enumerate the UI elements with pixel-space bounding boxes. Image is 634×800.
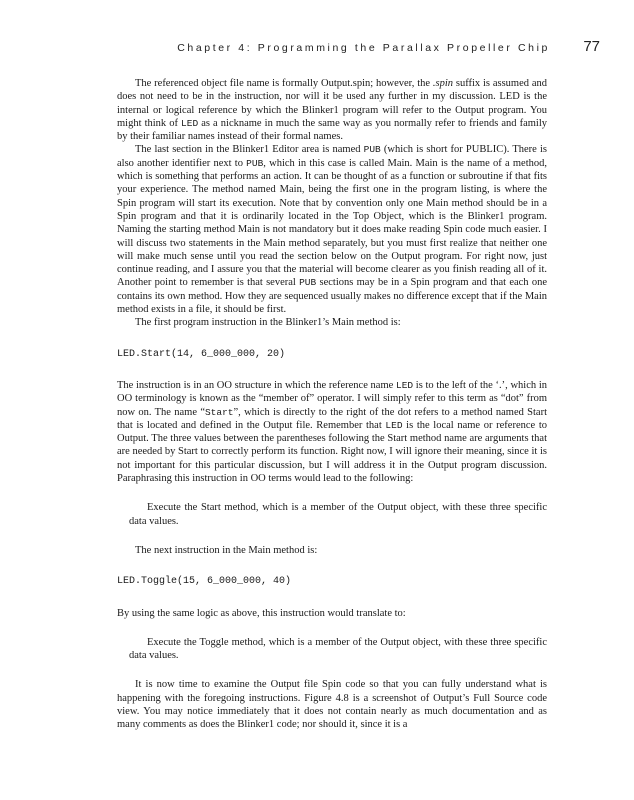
- code-block-start: LED.Start(14, 6_000_000, 20): [117, 348, 286, 360]
- paragraph-1: The referenced object file name is formally Output.spin; however, the .spin suffix is assumed and does not need to be in the instruction, nor will it be used any further in my discussion. LED is the internal or logical reference by which the Blinker1 program will refer to the Output program. You might think of LED as a nickname in much the same way as you normally refer to friends and family by their familiar names instead of their formal names.: [117, 78, 547, 143]
- spin-suffix: .spin: [432, 78, 454, 89]
- code-inline: LED: [385, 419, 403, 431]
- paragraph-2: The last section in the Blinker1 Editor area is named PUB (which is short for PUBLIC). There is also another identifier next to PUB, which in this case is called Main. Main is the name of a method, which is something that performs an action. It can be thought of as a function or subroutine if that fits your experience. The method named Main, being the first one in the program listing, is where the Spin program will start its execution. Note that by convention only one Main method should be in a Spin program and that it is ordinarily located in the Top Object, which is the Blinker1 program. Naming the starting method Main is not mandatory but it does make reading Spin code much easier. I will discuss two statements in the Main method separately, but you must first realize that neither one will make much sense until you read the section below on the Output program. For right now, just continue reading, and I assure you that the material will become clearer as you finish reading all of it. Another point to remember is that several PUB sections may be in a Spin program and that each one contains its own method. How they are sequenced usually makes no difference except that if the Main method exists in a file, it should be first.: [117, 144, 547, 316]
- paragraph-6: By using the same logic as above, this instruction would translate to:: [117, 607, 406, 619]
- code-block-toggle: LED.Toggle(15, 6_000_000, 40): [117, 576, 292, 588]
- page-header: [0, 40, 634, 60]
- paragraph-4: The instruction is in an OO structure in which the reference name LED is to the left of the ‘.’, which in OO terminology is known as the “member of” operator. I will simply refer to this term as “dot” from now on. The name “Start”, which is directly to the right of the dot refers to a method named Start that is located and defined in the Output file. Remember that LED is the local name or reference to Output. The three values between the parentheses following the Start method name are arguments that are needed by Start to correctly perform its function. Right now, I will ignore their meaning, since it is not important for this particular discussion, but I will address it in the Output program discussion. Paraphrasing this instruction in OO terms would lead to the following:: [117, 379, 547, 485]
- code-inline: PUB: [363, 144, 381, 156]
- paragraph-5: The next instruction in the Main method is:: [135, 544, 318, 556]
- page-body: [117, 77, 547, 732]
- quote-start: Execute the Start method, which is a member of the Output object, with these three specific data values.: [129, 502, 547, 527]
- paragraph-3: The first program instruction in the Blinker1’s Main method is:: [135, 317, 401, 329]
- code-inline: Start: [204, 406, 234, 418]
- code-inline: LED: [396, 379, 414, 391]
- page-number: 77: [583, 38, 600, 55]
- paragraph-7: It is now time to examine the Output file Spin code so that you can fully understand what is happening with the foregoing instructions. Figure 4.8 is a screenshot of Output’s Full Source code view. You may notice immediately that it does not contain nearly as much documentation and as many comments as does the Blinker1 code; nor should it, since it is a: [117, 679, 547, 731]
- code-inline: LED: [181, 117, 199, 129]
- code-inline: PUB: [299, 277, 317, 289]
- code-inline: PUB: [246, 157, 264, 169]
- quote-toggle: Execute the Toggle method, which is a member of the Output object, with these three specific data values.: [129, 636, 547, 662]
- chapter-title: Chapter 4: Programming the Parallax Propeller Chip: [177, 42, 550, 54]
